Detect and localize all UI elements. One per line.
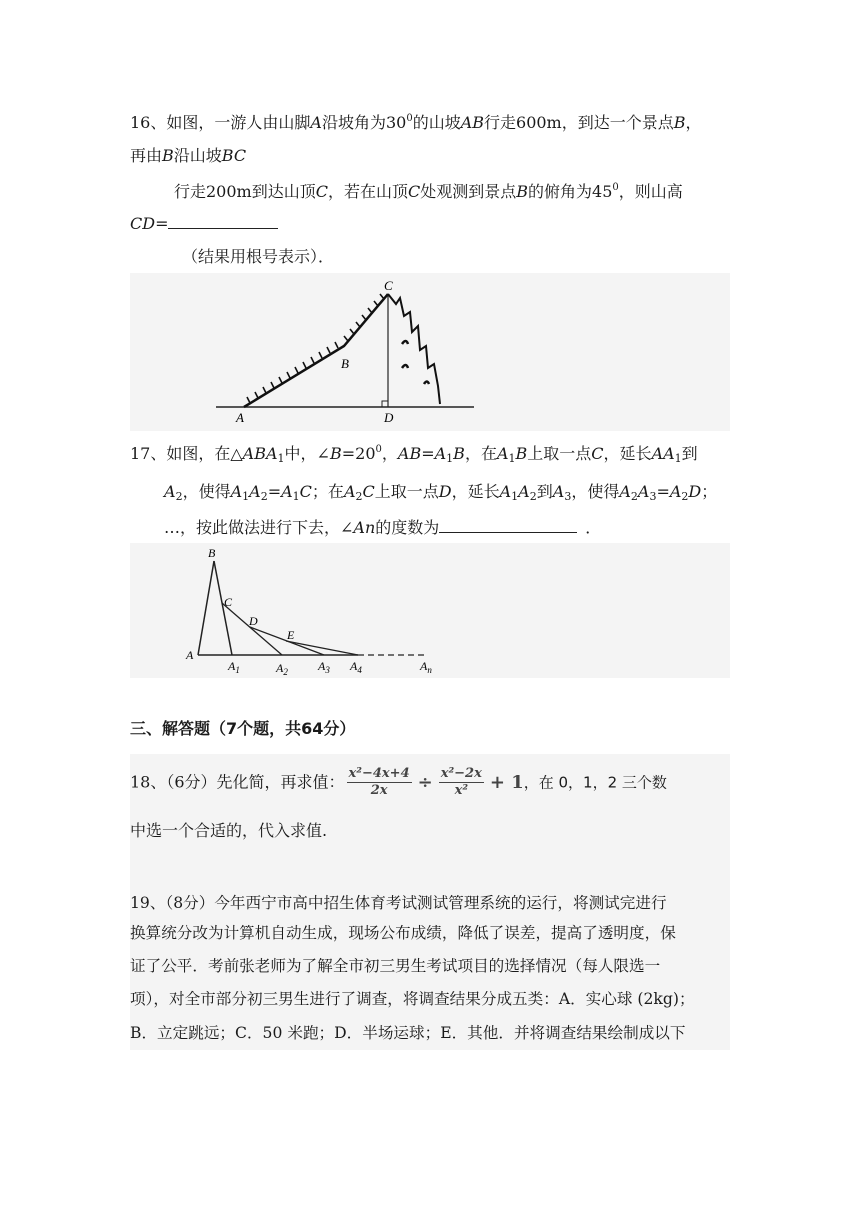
q16-note: （结果用根号表示）． [182, 247, 335, 266]
triangle-chain-figure [182, 545, 442, 677]
q19-line5: B．立定跳远；C．50 米跑；D．半场运球；E．其他．并将调查结果绘制成以下 [130, 1024, 686, 1042]
label-E: E [287, 628, 295, 642]
label-An: $A_n$ [420, 659, 432, 675]
fraction-2: $\frac{\text{x²−2x}}{\text{x²}}$ [440, 766, 482, 798]
q16-line3: 行走200m到达山顶C，若在山顶C处观测到景点B的俯角为$45^0$，则山高 [174, 182, 683, 201]
q16-line2: 再由B沿山坡BC [130, 146, 247, 165]
label-D: D [384, 410, 394, 425]
label-B: B [208, 546, 216, 560]
label-C: C [224, 595, 233, 609]
mountain-figure [214, 276, 476, 426]
q16-line4: CD= [130, 213, 278, 235]
label-C: C [384, 278, 393, 293]
q18-line2: 中选一个合适的，代入求值. [130, 821, 328, 840]
q18-line1: 18、（6分）先化简，再求值： $\frac{\text{x²−4x+4}}{2x}$ ÷ $\frac{\text{x²−2x}}{\text{x²}}$ + 1，在 0，1，2 三个数 [130, 766, 667, 798]
fraction-1: $\frac{\text{x²−4x+4}}{2x}$ [348, 766, 410, 798]
label-A2: $A_2$ [276, 661, 288, 677]
label-A: A [186, 648, 194, 662]
q19-line3: 证了公平．考前张老师为了解全市初三男生考试项目的选择情况（每人限选一 [130, 957, 661, 975]
q17-line2: $A_2$，使得$A_1A_2=A_1C$；在$A_2C$上取一点D，延长$A_1A_2$到$A_3$，使得$A_2A_3=A_2D$； [164, 482, 718, 503]
label-A3: $A_3$ [318, 659, 330, 675]
answer-blank-16 [168, 214, 278, 229]
q19-line2: 换算统分改为计算机自动生成，现场公布成绩，降低了误差，提高了透明度，保 [130, 924, 676, 942]
label-B: B [341, 356, 349, 371]
q19-line4: 项），对全市部分初三男生进行了调查，将调查结果分成五类：A．实心球 (2kg)； [130, 990, 695, 1008]
q17-line3: …，按此做法进行下去，∠An的度数为 ． [164, 518, 602, 537]
label-D: D [249, 614, 258, 628]
label-A1: $A_1$ [228, 659, 240, 675]
q19-line1: 19、（8分）今年西宁市高中招生体育考试测试管理系统的运行，将测试完进行 [130, 894, 667, 912]
q17-line1: 17、如图，在$\triangle ABA_1$中，$\angle B=20^0$，$AB=A_1B$，在$A_1B$上取一点C，延长$AA_1$到 [130, 444, 698, 465]
label-A: A [236, 410, 244, 425]
label-A4: $A_4$ [350, 659, 362, 675]
answer-blank-17 [439, 518, 577, 533]
q16-line1: 16、如图，一游人由山脚A沿坡角为$30^0$的山坡AB行走600m，到达一个景点B， [130, 113, 702, 132]
section-heading: 三、解答题（7个题，共64分） [130, 719, 356, 738]
